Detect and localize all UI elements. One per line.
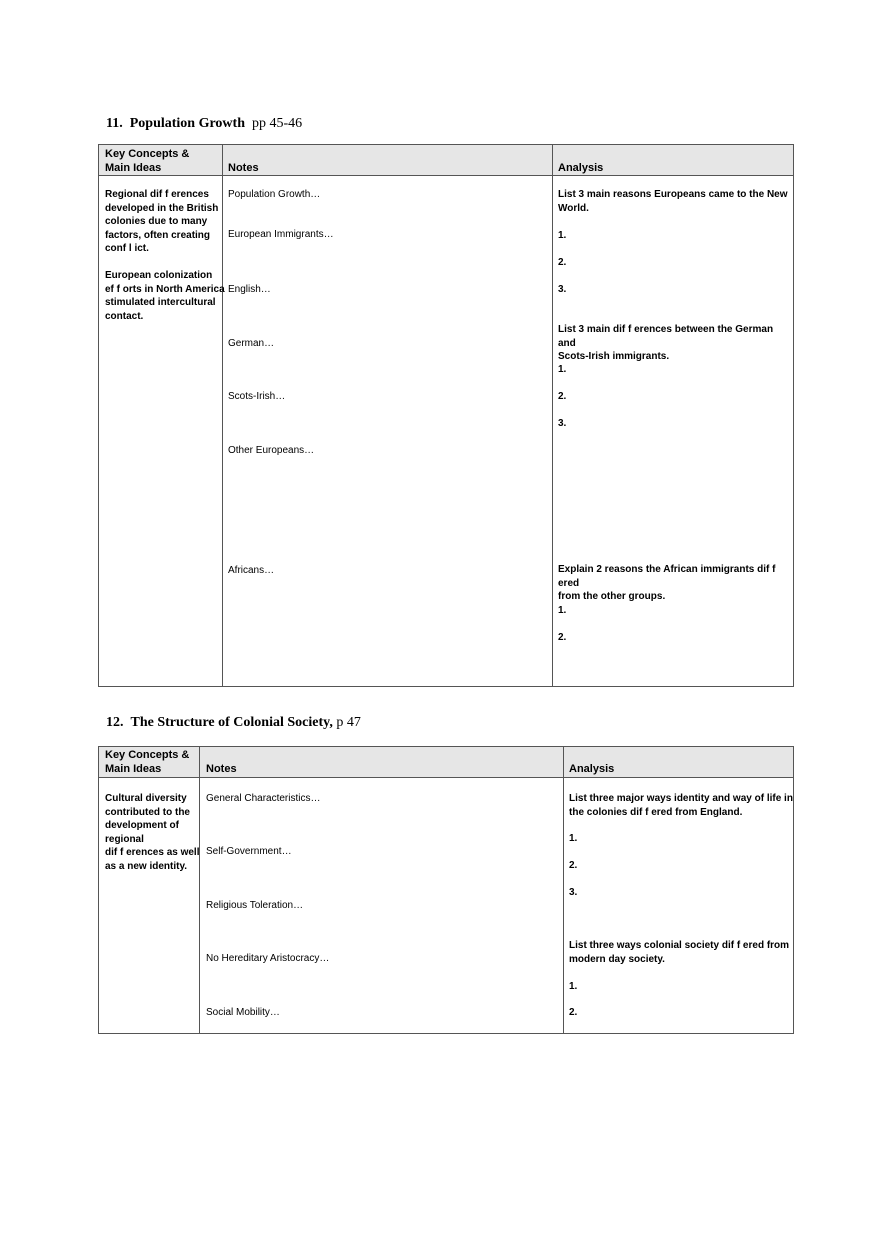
section-11-number: 11. (106, 116, 123, 131)
analysis-item: 3. (558, 284, 567, 295)
note-english: English… (228, 284, 271, 295)
column-divider (563, 747, 564, 1033)
analysis-item: 2. (558, 632, 567, 643)
column-divider (552, 145, 553, 686)
key-concept-1: Cultural diversity contributed to the development of regional dif f erences as well as a new identity. (105, 793, 200, 872)
note-scots-irish: Scots-Irish… (228, 391, 286, 402)
note-no-hereditary-aristocracy: No Hereditary Aristocracy… (206, 953, 330, 964)
analysis-item: 1. (558, 230, 567, 241)
table-header (99, 145, 793, 176)
analysis-item: 1. (569, 833, 578, 844)
analysis-item: 1. (558, 605, 567, 616)
analysis-item: 1. (558, 364, 567, 375)
note-social-mobility: Social Mobility… (206, 1007, 280, 1018)
note-self-government: Self-Government… (206, 846, 292, 857)
note-german: German… (228, 338, 275, 349)
analysis-item: 2. (569, 860, 578, 871)
header-analysis: Analysis (558, 162, 604, 174)
column-divider (222, 145, 223, 686)
analysis-question-1: List three major ways identity and way of life in the colonies dif f ered from England. (569, 793, 793, 818)
section-12-pages: p 47 (336, 715, 361, 730)
analysis-question-2: List 3 main dif f erences between the German and Scots-Irish immigrants. (558, 324, 774, 362)
note-other-europeans: Other Europeans… (228, 445, 315, 456)
analysis-item: 3. (558, 418, 567, 429)
section-12-title (106, 715, 361, 731)
header-analysis: Analysis (569, 763, 615, 775)
notes-table-11 (98, 144, 794, 687)
analysis-item: 3. (569, 887, 578, 898)
header-key-concepts: Key Concepts & Main Ideas (105, 749, 190, 775)
section-11-pages: pp 45-46 (252, 116, 303, 131)
column-divider (199, 747, 200, 1033)
header-key-concepts: Key Concepts & Main Ideas (105, 148, 190, 174)
section-11-title (106, 116, 302, 132)
header-notes: Notes (228, 162, 259, 174)
notes-table-12 (98, 746, 794, 1034)
note-africans: Africans… (228, 565, 275, 576)
analysis-item: 1. (569, 981, 578, 992)
note-european-immigrants: European Immigrants… (228, 229, 334, 240)
analysis-item: 2. (558, 257, 567, 268)
section-12-heading: The Structure of Colonial Society, (130, 715, 333, 730)
note-general-characteristics: General Characteristics… (206, 793, 321, 804)
key-concept-2: European colonization ef f orts in North America stimulated intercultural contact. (105, 270, 225, 322)
analysis-item: 2. (569, 1007, 578, 1018)
note-population-growth: Population Growth… (228, 189, 321, 200)
analysis-question-3: Explain 2 reasons the African immigrants dif f ered from the other groups. (558, 564, 776, 602)
header-notes: Notes (206, 763, 237, 775)
section-11-heading: Population Growth (129, 116, 245, 131)
analysis-item: 2. (558, 391, 567, 402)
section-12-number: 12. (106, 715, 124, 730)
analysis-question-2: List three ways colonial society dif f ered from modern day society. (569, 940, 790, 965)
note-religious-toleration: Religious Toleration… (206, 900, 304, 911)
table-header (99, 747, 793, 778)
analysis-question-1: List 3 main reasons Europeans came to the New World. (558, 189, 788, 214)
key-concept-1: Regional dif f erences developed in the British colonies due to many factors, often creating conf l ict. (105, 189, 219, 254)
